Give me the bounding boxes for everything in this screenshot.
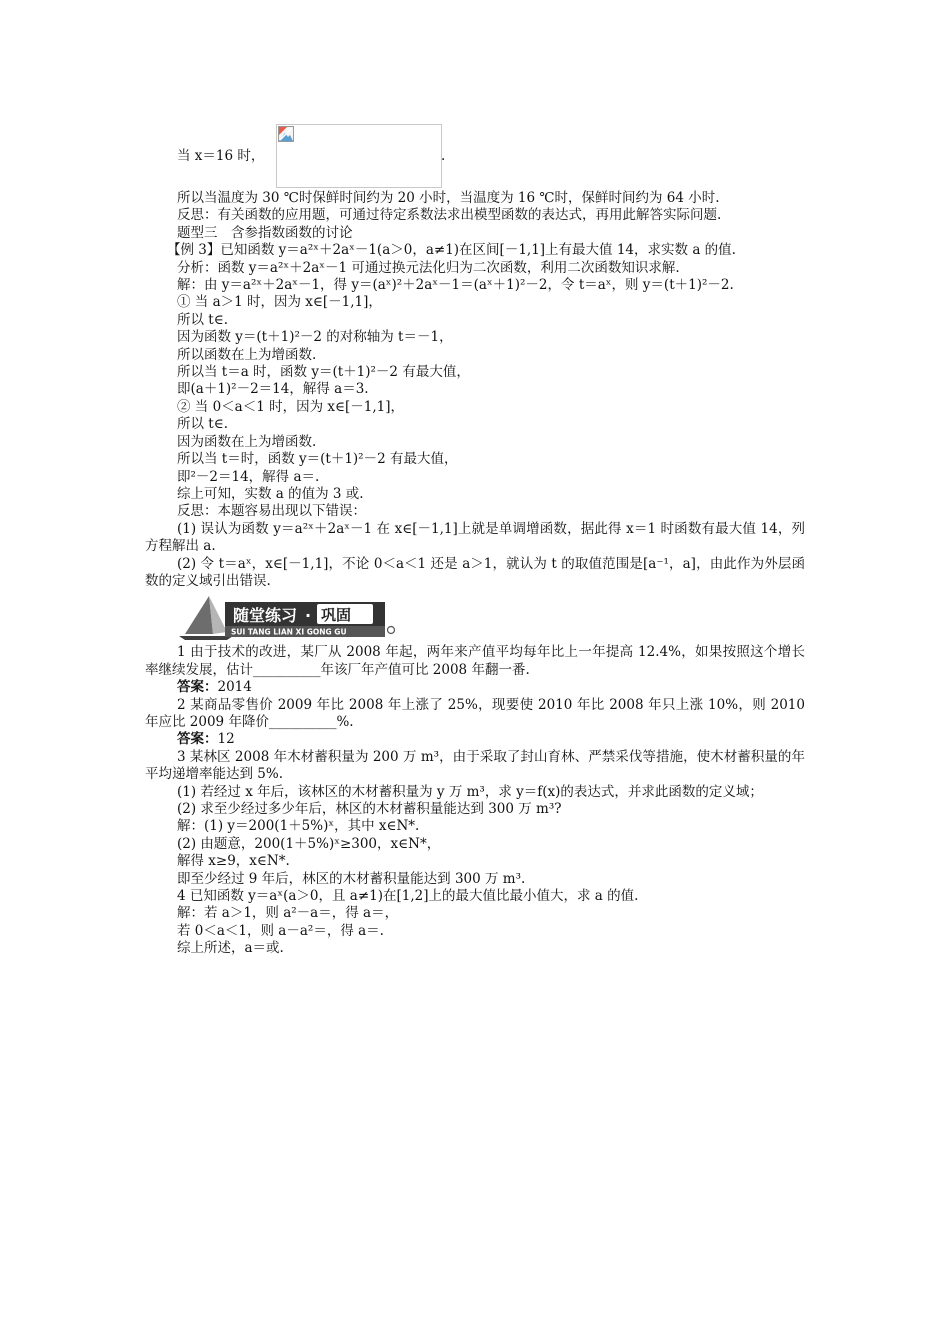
solution-line: 解：(1) y＝200(1＋5%)ˣ，其中 x∈N*.	[177, 818, 420, 835]
text-line: ① 当 a＞1 时，因为 x∈[－1,1]，	[177, 294, 382, 311]
solution-line: 即至少经过 9 年后，林区的木材蓄积量能达到 300 万 m³.	[177, 870, 526, 887]
text-line: 即(a＋1)²－2＝14，解得 a＝3.	[177, 381, 369, 398]
text-line: 所以当 t＝a 时，函数 y＝(t＋1)²－2 有最大值，	[177, 364, 470, 381]
solution-line: 解：若 a＞1，则 a²－a＝，得 a＝，	[177, 905, 399, 922]
answer-label: 答案：	[177, 679, 218, 696]
text-line: 即²－2＝14，解得 a＝.	[177, 468, 320, 485]
text-line: 所以 t∈.	[177, 311, 229, 328]
paragraph: 分析：函数 y＝a²ˣ＋2aˣ－1 可通过换元法化归为二次函数，利用二次函数知识求解.	[177, 259, 680, 276]
text-line: ② 当 0＜a＜1 时，因为 x∈[－1,1]，	[177, 398, 405, 415]
document-page	[145, 120, 805, 958]
exercise-question: 4 已知函数 y＝aˣ(a＞0，且 a≠1)在[1,2]上的最大值比最小值大，求 a 的值.	[177, 888, 639, 905]
solution-line: 解得 x≥9，x∈N*.	[177, 853, 290, 870]
text-line: 因为函数在上为增函数.	[177, 433, 317, 450]
example-paragraph: 【例 3】已知函数 y＝a²ˣ＋2aˣ－1(a＞0，a≠1)在区间[－1,1]上有最大值 14，求实数 a 的值.	[167, 242, 736, 259]
section-heading: 题型三 含参指数函数的讨论	[177, 224, 353, 241]
exercise-question: 2 某商品零售价 2009 年比 2008 年上涨了 25%，现要使 2010 年比 2008 年只上涨 10%，则 2010 年应比 2009 年降价__________%.	[145, 696, 805, 730]
banner-graphic	[175, 592, 405, 642]
banner-title: 随堂练习	[233, 606, 298, 626]
banner-title-2: 巩固	[321, 606, 352, 625]
text-line: .	[441, 148, 446, 164]
answer-label: 答案：	[177, 731, 218, 748]
section-banner	[145, 592, 805, 642]
answer-value: 2014	[217, 679, 252, 696]
text-line: 因为函数 y＝(t＋1)²－2 的对称轴为 t＝－1，	[177, 329, 453, 346]
solution-line: (2) 由题意，200(1＋5%)ˣ≥300，x∈N*，	[177, 835, 441, 852]
image-line	[145, 120, 805, 190]
exercise-question: 3 某林区 2008 年木材蓄积量为 200 万 m³，由于采取了封山育林、严禁采伐等措施，使木材蓄积量的年平均递增率能达到 5%.	[145, 748, 805, 783]
paragraph: 所以当温度为 30 ℃时保鲜时间约为 20 小时，当温度为 16 ℃时，保鲜时间约为 64 小时.	[177, 190, 720, 206]
text-line: 当 x＝16 时，	[177, 148, 265, 164]
paragraph: (2) 令 t＝aˣ，x∈[－1,1]，不论 0＜a＜1 还是 a＞1，就认为 t 的取值范围是[a⁻¹，a]，由此作为外层函数的定义域引出错误.	[145, 555, 805, 589]
text-line: 综上可知，实数 a 的值为 3 或.	[177, 485, 364, 502]
broken-image-placeholder	[276, 124, 442, 188]
text-line: 反思：本题容易出现以下错误：	[177, 503, 366, 520]
text-line: 所以 t∈.	[177, 416, 229, 433]
text-line: 所以函数在上为增函数.	[177, 346, 317, 363]
banner-pinyin: SUI TANG LIAN XI GONG GU	[231, 627, 347, 637]
banner-dot: ·	[305, 606, 312, 626]
paragraph: 反思：有关函数的应用题，可通过待定系数法求出模型函数的表达式，再用此解答实际问题.	[177, 207, 722, 224]
exercise-subquestion: (1) 若经过 x 年后，该林区的木材蓄积量为 y 万 m³，求 y＝f(x)的表达式，并求此函数的定义域；	[177, 783, 763, 800]
answer-value: 12	[217, 731, 235, 748]
solution-line: 综上所述，a＝或.	[177, 940, 284, 957]
exercise-question: 1 由于技术的改进，某厂从 2008 年起，两年来产值平均每年比上一年提高 12.4%，如果按照这个增长率继续发展，估计__________年该厂年产值可比 2008 年翻一番.	[145, 644, 805, 678]
exercise-subquestion: (2) 求至少经过多少年后，林区的木材蓄积量能达到 300 万 m³?	[177, 801, 562, 817]
solution-line: 若 0＜a＜1，则 a－a²＝，得 a＝.	[177, 922, 384, 939]
broken-image-icon	[278, 126, 294, 142]
text-line: 所以当 t＝时，函数 y＝(t＋1)²－2 有最大值，	[177, 451, 458, 468]
sailboat-icon	[179, 596, 233, 640]
paragraph: (1) 误认为函数 y＝a²ˣ＋2aˣ－1 在 x∈[－1,1]上就是单调增函数，据此得 x＝1 时函数有最大值 14，列方程解出 a.	[145, 520, 805, 555]
paragraph: 解：由 y＝a²ˣ＋2aˣ－1，得 y＝(aˣ)²＋2aˣ－1＝(aˣ＋1)²－2，令 t＝aˣ，则 y＝(t＋1)²－2.	[177, 277, 734, 294]
